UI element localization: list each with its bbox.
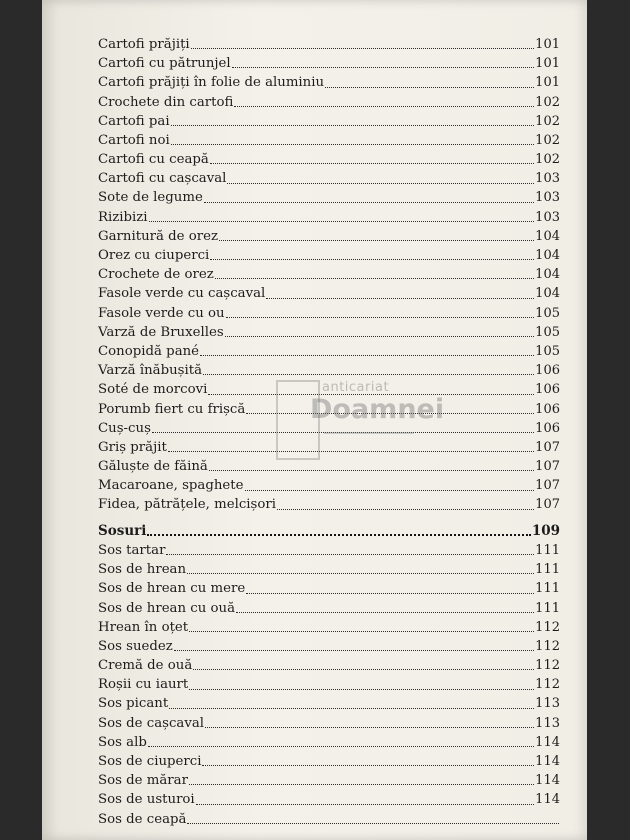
toc-entry-page: 106: [535, 401, 560, 417]
toc-entry-title: Cartofi cu ceapă: [98, 152, 209, 168]
toc-entry-page: 101: [535, 56, 560, 72]
toc-entry: [98, 752, 560, 771]
toc-entry: [98, 35, 560, 54]
toc-entry-page: 114: [535, 734, 560, 750]
toc-entry-title: Cartofi pai: [98, 113, 170, 129]
toc-entry: [98, 265, 560, 284]
toc-entry-title: Orez cu ciuperci: [98, 248, 210, 264]
toc-entry: [98, 599, 560, 618]
toc-entry-page: 104: [535, 267, 560, 283]
toc-entry-title: Varză de Bruxelles: [98, 324, 224, 340]
toc-entry-page: 106: [535, 420, 560, 436]
dot-leader: [227, 183, 534, 184]
dot-leader: [266, 298, 534, 299]
toc-section-heading: [98, 522, 560, 541]
toc-entry-page: 105: [535, 343, 560, 359]
dot-leader: [171, 125, 535, 126]
toc-entry-page: 101: [535, 75, 560, 91]
toc-entry-page: 111: [535, 581, 560, 597]
dot-leader: [189, 689, 534, 690]
toc-entry-page: 114: [535, 754, 560, 770]
toc-entry-title: Fasole verde cu cașcaval: [98, 286, 266, 302]
toc-entry-page: 113: [535, 696, 560, 712]
toc-entry-page: 111: [535, 562, 560, 578]
toc-entry: [98, 714, 560, 733]
toc-entry: [98, 810, 560, 829]
dot-leader: [200, 355, 534, 356]
toc-entry-title: Garnitură de orez: [98, 228, 218, 244]
toc-entry-page: 112: [535, 638, 560, 654]
toc-entry: [98, 560, 560, 579]
toc-entry-title: Sos alb: [98, 734, 147, 750]
book-page: [42, 0, 587, 840]
dot-leader: [187, 823, 559, 824]
toc-entry-page: 107: [535, 439, 560, 455]
dot-leader: [277, 509, 534, 510]
toc-entry-page: 112: [535, 658, 560, 674]
toc-entry-page: 107: [535, 497, 560, 513]
toc-entry-page: 112: [535, 677, 560, 693]
toc-entry-title: Sos de ciuperci: [98, 754, 202, 770]
toc-entry-page: 114: [535, 792, 560, 808]
toc-entry-page: 104: [535, 286, 560, 302]
toc-entry-title: Fasole verde cu ou: [98, 305, 225, 321]
toc-entry-page: 107: [535, 478, 560, 494]
dot-leader: [202, 765, 534, 766]
toc-entry-title: Porumb fiert cu frișcă: [98, 401, 246, 417]
toc-entry-title: Hrean în oțet: [98, 619, 189, 635]
dot-leader: [193, 669, 534, 670]
toc-entry: [98, 131, 560, 150]
toc-entry: [98, 169, 560, 188]
toc-entry-title: Cartofi noi: [98, 132, 170, 148]
dot-leader: [171, 144, 534, 145]
toc-entry: [98, 771, 560, 790]
toc-entry-title: Cuș-cuș: [98, 420, 151, 436]
toc-entry-title: Griș prăjit: [98, 439, 167, 455]
toc-entry-page: 104: [535, 248, 560, 264]
dot-leader: [219, 240, 534, 241]
toc-entry-title: Sos de hrean cu ouă: [98, 600, 236, 616]
dot-leader: [191, 48, 535, 49]
dot-leader: [226, 317, 535, 318]
toc-entry-title: Sos de ceapă: [98, 811, 187, 827]
toc-entry-title: Fidea, pătrățele, melcișori: [98, 497, 276, 513]
toc-entry-title: Sos de mărar: [98, 773, 188, 789]
toc-entry-page: 111: [535, 600, 560, 616]
dot-leader: [204, 202, 534, 203]
toc-entry-title: Cartofi cu pătrunjel: [98, 56, 231, 72]
toc-section-heading-wrap: [98, 522, 560, 541]
toc-entry-title: Cremă de ouă: [98, 658, 193, 674]
dot-leader: [149, 221, 535, 222]
toc-entry-title: Sos de hrean cu mere: [98, 581, 246, 597]
toc-entry: [98, 112, 560, 131]
toc-entry-page: 113: [535, 715, 560, 731]
toc-entry: [98, 189, 560, 208]
toc-entry-title: Crochete de orez: [98, 267, 214, 283]
toc-entry-page: 105: [535, 305, 560, 321]
toc-entry-title: Cartofi cu cașcaval: [98, 171, 227, 187]
toc-entry-title: Cartofi prăjiți: [98, 36, 190, 52]
toc-entry: [98, 246, 560, 265]
toc-entry-page: 105: [535, 324, 560, 340]
toc-entry-page: 106: [535, 382, 560, 398]
dot-leader: [210, 163, 534, 164]
toc-entry: [98, 284, 560, 303]
toc-entry-page: 103: [535, 171, 560, 187]
toc-entry-page: 111: [535, 542, 560, 558]
toc-entry: [98, 227, 560, 246]
toc-entry: [98, 618, 560, 637]
dot-leader: [210, 259, 534, 260]
toc-entry-title: Rizibizi: [98, 209, 148, 225]
dot-leader: [189, 631, 534, 632]
toc-entry: [98, 637, 560, 656]
toc-entry-page: 101: [535, 36, 560, 52]
toc-entry-title: Sos de usturoi: [98, 792, 195, 808]
section-heading-title: Sosuri: [98, 522, 147, 539]
watermark-line2: Doamnei: [310, 394, 445, 425]
toc-entry: [98, 304, 560, 323]
toc-entry-title: Sos picant: [98, 696, 169, 712]
toc-entry: [98, 496, 560, 515]
watermark-stamp: [276, 380, 445, 462]
toc-entry-title: Găluște de făină: [98, 459, 208, 475]
toc-entry-page: 107: [535, 459, 560, 475]
toc-entry-page: 114: [535, 773, 560, 789]
toc-entry: [98, 361, 560, 380]
toc-entry-page: 106: [535, 363, 560, 379]
dot-leader: [209, 470, 534, 471]
dot-leader: [148, 746, 534, 747]
toc-entry-title: Cartofi prăjiți în folie de aluminiu: [98, 75, 325, 91]
toc-entry-title: Sos suedez: [98, 638, 173, 654]
toc-entry-page: 104: [535, 228, 560, 244]
toc-entry-title: Roșii cu iaurt: [98, 677, 189, 693]
toc-entry: [98, 656, 560, 675]
toc-entry-title: Sos de hrean: [98, 562, 187, 578]
toc-entry: [98, 342, 560, 361]
toc-entry-page: 103: [535, 190, 560, 206]
toc-entry: [98, 541, 560, 560]
dot-leader: [187, 573, 534, 574]
toc-entry-title: Sote de legume: [98, 190, 203, 206]
toc-entry: [98, 73, 560, 92]
toc-entry-title: Sos tartar: [98, 542, 166, 558]
watermark-line1: anticariat: [322, 380, 390, 395]
toc-entry-page: 102: [535, 132, 560, 148]
dot-leader: [215, 278, 534, 279]
toc-entry-title: Conopidă pané: [98, 343, 200, 359]
toc-entry: [98, 150, 560, 169]
toc-entry: [98, 54, 560, 73]
toc-entry: [98, 675, 560, 694]
dot-leader: [234, 106, 534, 107]
toc-entry-title: Macaroane, spaghete: [98, 478, 244, 494]
toc-entry: [98, 695, 560, 714]
toc-entry-page: 102: [535, 152, 560, 168]
toc-entry-page: 102: [535, 94, 560, 110]
toc-entry: [98, 93, 560, 112]
dot-leader: [245, 490, 535, 491]
section-heading-page: 109: [531, 522, 560, 539]
dot-leader: [205, 727, 534, 728]
dot-leader: [246, 593, 534, 594]
toc-entry: [98, 579, 560, 598]
toc-list-sosuri: [98, 541, 560, 829]
toc-entry: [98, 790, 560, 809]
dot-leader: [203, 374, 534, 375]
dot-leader: [169, 708, 534, 709]
dot-leader: [196, 804, 534, 805]
dot-leader: [147, 534, 530, 536]
toc-entry-title: Sos de cașcaval: [98, 715, 205, 731]
toc-entry-page: 112: [535, 619, 560, 635]
toc-entry-page: 103: [535, 209, 560, 225]
toc-entry: [98, 733, 560, 752]
toc-entry-page: 102: [535, 113, 560, 129]
toc-entry-title: Varză înăbușită: [98, 363, 202, 379]
dot-leader: [189, 784, 534, 785]
toc-entry: [98, 323, 560, 342]
dot-leader: [325, 87, 534, 88]
dot-leader: [174, 650, 534, 651]
toc-entry-title: Soté de morcovi: [98, 382, 208, 398]
dot-leader: [232, 67, 535, 68]
dot-leader: [225, 336, 534, 337]
toc-entry: [98, 208, 560, 227]
dot-leader: [166, 554, 534, 555]
watermark-underline: [324, 432, 414, 434]
toc-entry-title: Crochete din cartofi: [98, 94, 234, 110]
dot-leader: [236, 612, 534, 613]
toc-entry: [98, 476, 560, 495]
